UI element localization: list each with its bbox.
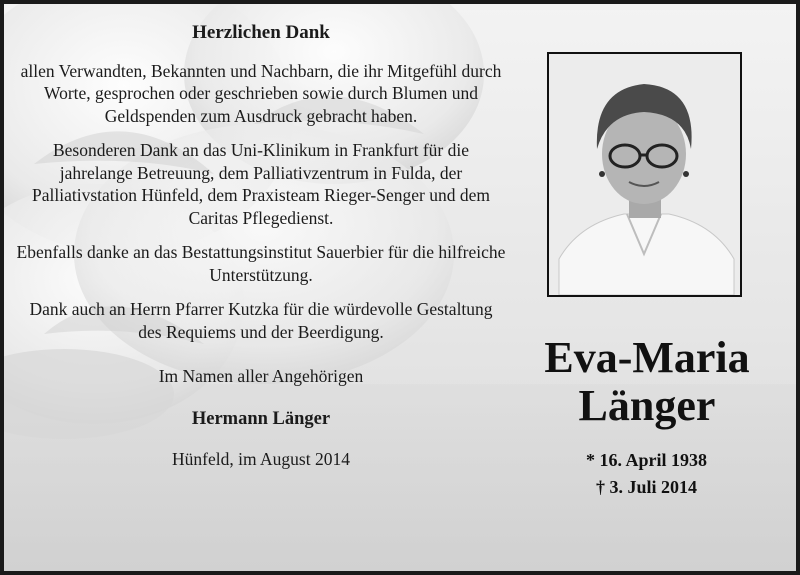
thanks-paragraph-2: Besonderen Dank an das Uni-Klinikum in Frankfurt für die jahrelange Betreuung, dem Palliativzentrum in Fulda, der Palliativstation Hünfeld, dem Praxisteam Rieger-Senger und dem Caritas Pflegedienst. [32, 140, 490, 228]
thanks-text-column [16, 22, 506, 471]
thanks-paragraph-3: Ebenfalls danke an das Bestattungsinstitut Sauerbier für die hilfreiche Unterstützung. [16, 242, 506, 285]
thanks-paragraph-4: Dank auch an Herrn Pfarrer Kutzka für die würdevolle Gestaltung des Requiems und der Beerdigung. [29, 299, 493, 342]
deceased-name [522, 334, 772, 430]
portrait-photo [547, 52, 742, 297]
family-note: Im Namen aller Angehörigen [158, 366, 364, 386]
life-dates [544, 447, 749, 501]
place-and-date: Hünfeld, im August 2014 [172, 449, 350, 469]
portrait-photo-icon [549, 54, 740, 295]
deceased-first-name: Eva-Maria [544, 333, 750, 382]
signer-name: Hermann Länger [191, 408, 331, 429]
deceased-last-name: Länger [578, 381, 716, 430]
death-date: † 3. Juli 2014 [595, 477, 697, 497]
birth-date: * 16. April 1938 [585, 450, 707, 470]
thanks-paragraph-1: allen Verwandten, Bekannten und Nachbarn, die ihr Mitgefühl durch Worte, gesprochen oder geschrieben sowie durch Blumen und Geldspenden zum Ausdruck gebracht haben. [20, 60, 502, 126]
thanks-heading: Herzlichen Dank [192, 22, 330, 43]
